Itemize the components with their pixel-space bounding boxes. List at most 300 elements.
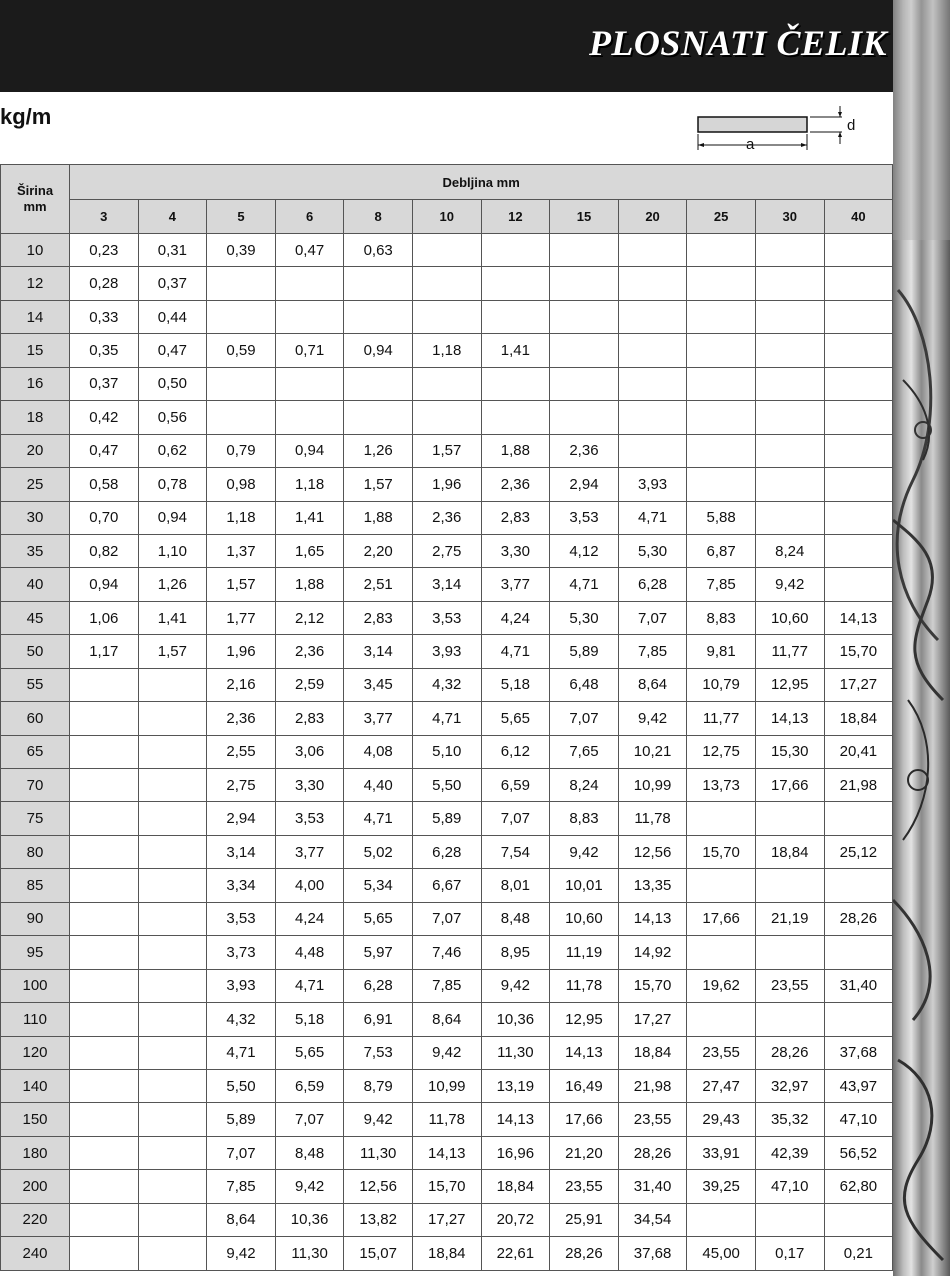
weight-cell: 1,06 bbox=[70, 601, 139, 634]
weight-cell: 1,41 bbox=[138, 601, 207, 634]
weight-cell bbox=[70, 1069, 139, 1102]
weight-cell: 17,66 bbox=[755, 769, 824, 802]
table-row bbox=[1, 367, 893, 400]
weight-cell: 13,82 bbox=[344, 1203, 413, 1236]
weight-cell: 3,93 bbox=[618, 468, 687, 501]
weight-cell bbox=[70, 969, 139, 1002]
weight-cell: 4,00 bbox=[275, 869, 344, 902]
thickness-group-header: Debljina mm bbox=[70, 165, 893, 200]
row-width-cell: 140 bbox=[1, 1069, 70, 1102]
weight-cell: 14,13 bbox=[618, 902, 687, 935]
weight-cell bbox=[550, 267, 619, 300]
row-width-cell: 240 bbox=[1, 1237, 70, 1270]
table-row bbox=[1, 902, 893, 935]
weight-cell bbox=[138, 1003, 207, 1036]
weight-cell: 62,80 bbox=[824, 1170, 893, 1203]
thickness-label: d bbox=[847, 117, 856, 134]
weight-cell: 3,14 bbox=[207, 835, 276, 868]
weight-cell bbox=[618, 401, 687, 434]
unit-label: kg/m bbox=[0, 104, 52, 129]
weight-cell bbox=[344, 367, 413, 400]
row-width-cell: 15 bbox=[1, 334, 70, 367]
weight-cell: 8,48 bbox=[481, 902, 550, 935]
weight-cell: 8,24 bbox=[755, 534, 824, 567]
weight-cell: 6,67 bbox=[412, 869, 481, 902]
weight-cell: 14,92 bbox=[618, 936, 687, 969]
weight-cell: 0,37 bbox=[138, 267, 207, 300]
weight-cell: 5,02 bbox=[344, 835, 413, 868]
weight-cell: 6,48 bbox=[550, 668, 619, 701]
table-row bbox=[1, 769, 893, 802]
weight-cell: 4,71 bbox=[618, 501, 687, 534]
weight-cell: 1,96 bbox=[412, 468, 481, 501]
weight-cell bbox=[687, 434, 756, 467]
weight-cell: 10,21 bbox=[618, 735, 687, 768]
weight-cell: 5,50 bbox=[412, 769, 481, 802]
weight-cell: 3,93 bbox=[207, 969, 276, 1002]
weight-cell: 9,42 bbox=[550, 835, 619, 868]
weight-cell: 17,27 bbox=[618, 1003, 687, 1036]
weight-cell bbox=[138, 1103, 207, 1136]
weight-cell bbox=[344, 300, 413, 333]
weight-cell: 8,24 bbox=[550, 769, 619, 802]
weight-cell bbox=[70, 1136, 139, 1169]
weight-cell bbox=[824, 1203, 893, 1236]
weight-cell: 8,01 bbox=[481, 869, 550, 902]
weight-cell: 7,54 bbox=[481, 835, 550, 868]
row-width-cell: 85 bbox=[1, 869, 70, 902]
weight-cell: 4,24 bbox=[275, 902, 344, 935]
row-width-cell: 40 bbox=[1, 568, 70, 601]
row-width-cell: 200 bbox=[1, 1170, 70, 1203]
weight-cell: 4,24 bbox=[481, 601, 550, 634]
weight-cell: 17,66 bbox=[550, 1103, 619, 1136]
weight-cell bbox=[687, 367, 756, 400]
weight-cell: 9,42 bbox=[275, 1170, 344, 1203]
weight-cell: 3,77 bbox=[275, 835, 344, 868]
weight-cell: 4,08 bbox=[344, 735, 413, 768]
table-row bbox=[1, 635, 893, 668]
weight-cell: 1,26 bbox=[344, 434, 413, 467]
weight-cell: 8,48 bbox=[275, 1136, 344, 1169]
weight-cell: 9,42 bbox=[481, 969, 550, 1002]
weight-cell: 5,18 bbox=[481, 668, 550, 701]
weight-cell: 1,10 bbox=[138, 534, 207, 567]
weight-cell: 5,65 bbox=[275, 1036, 344, 1069]
weight-cell: 1,65 bbox=[275, 534, 344, 567]
weight-cell: 10,99 bbox=[618, 769, 687, 802]
table-row bbox=[1, 735, 893, 768]
weight-cell: 9,81 bbox=[687, 635, 756, 668]
weight-cell: 1,17 bbox=[70, 635, 139, 668]
weight-cell: 2,83 bbox=[481, 501, 550, 534]
weight-cell: 18,84 bbox=[412, 1237, 481, 1270]
weight-cell: 18,84 bbox=[481, 1170, 550, 1203]
row-width-cell: 16 bbox=[1, 367, 70, 400]
weight-cell bbox=[550, 300, 619, 333]
weight-cell bbox=[755, 401, 824, 434]
weight-cell bbox=[824, 267, 893, 300]
weight-cell: 12,56 bbox=[618, 835, 687, 868]
weight-cell: 0,33 bbox=[70, 300, 139, 333]
weight-cell bbox=[755, 501, 824, 534]
weight-cell: 0,59 bbox=[207, 334, 276, 367]
header-bar bbox=[0, 0, 893, 92]
weight-cell bbox=[755, 802, 824, 835]
weight-cell: 3,14 bbox=[412, 568, 481, 601]
weight-cell: 56,52 bbox=[824, 1136, 893, 1169]
weight-cell: 47,10 bbox=[755, 1170, 824, 1203]
weight-cell: 23,55 bbox=[687, 1036, 756, 1069]
weight-cell bbox=[70, 1170, 139, 1203]
table-row bbox=[1, 434, 893, 467]
weight-cell bbox=[755, 1203, 824, 1236]
weight-cell: 4,12 bbox=[550, 534, 619, 567]
weight-cell bbox=[824, 367, 893, 400]
weight-cell: 8,79 bbox=[344, 1069, 413, 1102]
weight-cell bbox=[138, 969, 207, 1002]
weight-cell: 31,40 bbox=[618, 1170, 687, 1203]
weight-cell bbox=[70, 869, 139, 902]
weight-cell bbox=[481, 300, 550, 333]
weight-cell bbox=[138, 1237, 207, 1270]
weight-cell: 25,91 bbox=[550, 1203, 619, 1236]
table-row bbox=[1, 835, 893, 868]
weight-cell: 11,78 bbox=[550, 969, 619, 1002]
weight-cell bbox=[618, 434, 687, 467]
weight-cell: 2,51 bbox=[344, 568, 413, 601]
weight-cell bbox=[138, 1069, 207, 1102]
row-width-cell: 50 bbox=[1, 635, 70, 668]
weight-cell bbox=[275, 401, 344, 434]
weight-cell bbox=[824, 568, 893, 601]
weight-cell: 25,12 bbox=[824, 835, 893, 868]
weight-cell: 8,64 bbox=[207, 1203, 276, 1236]
weight-cell: 4,71 bbox=[481, 635, 550, 668]
weight-cell: 18,84 bbox=[618, 1036, 687, 1069]
weight-cell bbox=[687, 267, 756, 300]
weight-cell bbox=[824, 802, 893, 835]
weight-cell bbox=[755, 234, 824, 267]
weight-cell: 5,97 bbox=[344, 936, 413, 969]
weight-cell: 7,85 bbox=[412, 969, 481, 1002]
weight-cell: 7,07 bbox=[618, 601, 687, 634]
width-header-line2: mm bbox=[23, 199, 47, 214]
weight-cell: 14,13 bbox=[550, 1036, 619, 1069]
weight-cell bbox=[755, 300, 824, 333]
weight-cell: 28,26 bbox=[755, 1036, 824, 1069]
weight-cell: 35,32 bbox=[755, 1103, 824, 1136]
weight-cell bbox=[275, 300, 344, 333]
weight-cell: 5,89 bbox=[207, 1103, 276, 1136]
weight-cell: 31,40 bbox=[824, 969, 893, 1002]
weight-cell: 4,71 bbox=[207, 1036, 276, 1069]
weight-cell: 22,61 bbox=[481, 1237, 550, 1270]
weight-cell: 6,59 bbox=[275, 1069, 344, 1102]
table-row bbox=[1, 936, 893, 969]
weight-cell bbox=[70, 1237, 139, 1270]
weight-cell bbox=[550, 401, 619, 434]
weight-cell: 8,95 bbox=[481, 936, 550, 969]
weight-cell bbox=[687, 1203, 756, 1236]
weight-cell bbox=[755, 267, 824, 300]
weight-cell bbox=[70, 936, 139, 969]
thickness-column-header: 6 bbox=[275, 200, 344, 234]
weight-cell: 32,97 bbox=[755, 1069, 824, 1102]
weight-cell: 1,18 bbox=[412, 334, 481, 367]
weight-cell: 21,98 bbox=[618, 1069, 687, 1102]
weight-cell: 6,91 bbox=[344, 1003, 413, 1036]
weight-cell: 3,06 bbox=[275, 735, 344, 768]
width-header-line1: Širina bbox=[16, 183, 54, 198]
weight-cell bbox=[138, 902, 207, 935]
weight-cell bbox=[412, 234, 481, 267]
weight-cell bbox=[687, 869, 756, 902]
weight-cell: 5,30 bbox=[618, 534, 687, 567]
weight-cell bbox=[824, 334, 893, 367]
weight-cell: 37,68 bbox=[824, 1036, 893, 1069]
weight-cell: 19,62 bbox=[687, 969, 756, 1002]
table-row bbox=[1, 1170, 893, 1203]
thickness-column-header: 5 bbox=[207, 200, 276, 234]
weight-cell: 0,50 bbox=[138, 367, 207, 400]
weight-cell: 0,42 bbox=[70, 401, 139, 434]
weight-cell bbox=[344, 401, 413, 434]
table-row bbox=[1, 1036, 893, 1069]
weight-cell: 3,53 bbox=[412, 601, 481, 634]
weight-cell bbox=[618, 267, 687, 300]
weight-cell: 7,85 bbox=[207, 1170, 276, 1203]
weight-cell: 0,28 bbox=[70, 267, 139, 300]
weight-cell bbox=[687, 802, 756, 835]
weight-cell: 7,46 bbox=[412, 936, 481, 969]
thickness-column-header: 3 bbox=[70, 200, 139, 234]
weight-cell bbox=[207, 267, 276, 300]
weight-cell bbox=[70, 835, 139, 868]
weight-cell: 0,78 bbox=[138, 468, 207, 501]
weight-cell: 1,88 bbox=[481, 434, 550, 467]
weight-cell: 29,43 bbox=[687, 1103, 756, 1136]
weight-cell bbox=[138, 1170, 207, 1203]
decorative-ornament-strip bbox=[893, 0, 950, 1276]
weight-cell: 10,99 bbox=[412, 1069, 481, 1102]
weight-cell: 0,63 bbox=[344, 234, 413, 267]
weight-cell bbox=[70, 802, 139, 835]
weight-cell: 4,32 bbox=[412, 668, 481, 701]
row-width-cell: 90 bbox=[1, 902, 70, 935]
table-row bbox=[1, 668, 893, 701]
weight-cell: 13,19 bbox=[481, 1069, 550, 1102]
weight-cell: 10,36 bbox=[275, 1203, 344, 1236]
weight-cell: 5,89 bbox=[412, 802, 481, 835]
ornament-graphic bbox=[893, 0, 950, 1276]
weight-cell: 1,57 bbox=[344, 468, 413, 501]
weight-cell: 8,83 bbox=[550, 802, 619, 835]
weight-cell: 0,37 bbox=[70, 367, 139, 400]
weight-cell: 2,36 bbox=[550, 434, 619, 467]
weight-cell bbox=[550, 234, 619, 267]
weight-cell: 47,10 bbox=[824, 1103, 893, 1136]
weight-cell: 43,97 bbox=[824, 1069, 893, 1102]
table-row bbox=[1, 534, 893, 567]
weight-cell bbox=[70, 1003, 139, 1036]
weight-cell bbox=[550, 334, 619, 367]
weight-cell: 5,30 bbox=[550, 601, 619, 634]
table-row bbox=[1, 501, 893, 534]
weight-cell: 15,70 bbox=[412, 1170, 481, 1203]
table-row bbox=[1, 1203, 893, 1236]
weight-cell: 0,17 bbox=[755, 1237, 824, 1270]
weight-cell: 1,96 bbox=[207, 635, 276, 668]
weight-cell: 1,57 bbox=[412, 434, 481, 467]
row-width-cell: 95 bbox=[1, 936, 70, 969]
weight-cell: 5,65 bbox=[481, 702, 550, 735]
weight-cell: 9,42 bbox=[344, 1103, 413, 1136]
weight-cell bbox=[824, 501, 893, 534]
weight-cell: 7,07 bbox=[275, 1103, 344, 1136]
weight-cell: 7,65 bbox=[550, 735, 619, 768]
row-width-cell: 60 bbox=[1, 702, 70, 735]
weight-cell: 14,13 bbox=[824, 601, 893, 634]
weight-cell bbox=[275, 267, 344, 300]
weight-cell bbox=[138, 1203, 207, 1236]
thickness-column-header: 4 bbox=[138, 200, 207, 234]
weight-cell: 1,18 bbox=[207, 501, 276, 534]
weight-cell: 1,57 bbox=[138, 635, 207, 668]
width-column-header bbox=[1, 165, 70, 234]
weight-cell bbox=[70, 1036, 139, 1069]
weight-cell bbox=[138, 869, 207, 902]
weight-cell bbox=[687, 401, 756, 434]
weight-cell: 42,39 bbox=[755, 1136, 824, 1169]
thickness-column-header: 10 bbox=[412, 200, 481, 234]
weight-cell: 1,77 bbox=[207, 601, 276, 634]
weight-cell bbox=[412, 401, 481, 434]
weight-cell: 4,71 bbox=[275, 969, 344, 1002]
weight-cell bbox=[824, 468, 893, 501]
weight-cell bbox=[755, 367, 824, 400]
row-width-cell: 25 bbox=[1, 468, 70, 501]
weight-cell: 3,53 bbox=[207, 902, 276, 935]
table-row bbox=[1, 300, 893, 333]
weight-cell: 1,88 bbox=[344, 501, 413, 534]
weight-cell: 3,77 bbox=[344, 702, 413, 735]
weight-cell bbox=[207, 300, 276, 333]
weight-cell: 2,75 bbox=[207, 769, 276, 802]
weight-cell: 6,28 bbox=[344, 969, 413, 1002]
weight-cell bbox=[70, 1103, 139, 1136]
weight-cell: 1,41 bbox=[275, 501, 344, 534]
weight-cell: 0,39 bbox=[207, 234, 276, 267]
table-row bbox=[1, 1003, 893, 1036]
row-width-cell: 220 bbox=[1, 1203, 70, 1236]
thickness-column-header: 12 bbox=[481, 200, 550, 234]
weight-cell: 0,31 bbox=[138, 234, 207, 267]
weight-cell: 0,98 bbox=[207, 468, 276, 501]
weight-cell: 9,42 bbox=[207, 1237, 276, 1270]
weight-cell bbox=[70, 1203, 139, 1236]
weight-cell bbox=[412, 267, 481, 300]
weight-cell: 0,82 bbox=[70, 534, 139, 567]
weight-cell: 2,75 bbox=[412, 534, 481, 567]
row-width-cell: 20 bbox=[1, 434, 70, 467]
table-row bbox=[1, 969, 893, 1002]
weight-cell: 9,42 bbox=[618, 702, 687, 735]
weight-cell bbox=[824, 534, 893, 567]
weight-cell: 28,26 bbox=[618, 1136, 687, 1169]
weight-cell bbox=[481, 234, 550, 267]
weight-cell: 4,40 bbox=[344, 769, 413, 802]
weight-cell: 7,07 bbox=[207, 1136, 276, 1169]
weight-cell: 34,54 bbox=[618, 1203, 687, 1236]
weight-cell: 9,42 bbox=[755, 568, 824, 601]
weight-cell bbox=[550, 367, 619, 400]
weight-cell: 16,49 bbox=[550, 1069, 619, 1102]
row-width-cell: 75 bbox=[1, 802, 70, 835]
weight-cell: 0,56 bbox=[138, 401, 207, 434]
weight-cell bbox=[481, 267, 550, 300]
weight-cell: 5,88 bbox=[687, 501, 756, 534]
weight-cell: 17,27 bbox=[824, 668, 893, 701]
weight-cell: 6,28 bbox=[618, 568, 687, 601]
weight-cell: 2,83 bbox=[275, 702, 344, 735]
table-row bbox=[1, 401, 893, 434]
table-row bbox=[1, 601, 893, 634]
table-row bbox=[1, 1069, 893, 1102]
weight-cell: 7,53 bbox=[344, 1036, 413, 1069]
weight-cell bbox=[824, 300, 893, 333]
weight-cell: 7,85 bbox=[687, 568, 756, 601]
weight-cell bbox=[412, 300, 481, 333]
weight-cell: 3,73 bbox=[207, 936, 276, 969]
weight-cell: 21,98 bbox=[824, 769, 893, 802]
weight-cell bbox=[481, 401, 550, 434]
weight-cell bbox=[755, 434, 824, 467]
weight-cell: 20,41 bbox=[824, 735, 893, 768]
weight-cell: 5,34 bbox=[344, 869, 413, 902]
weight-cell: 11,78 bbox=[618, 802, 687, 835]
thickness-column-header: 25 bbox=[687, 200, 756, 234]
table-row bbox=[1, 702, 893, 735]
weight-cell: 0,44 bbox=[138, 300, 207, 333]
row-width-cell: 35 bbox=[1, 534, 70, 567]
weight-cell: 28,26 bbox=[550, 1237, 619, 1270]
weight-cell: 39,25 bbox=[687, 1170, 756, 1203]
weight-cell: 13,73 bbox=[687, 769, 756, 802]
weight-cell: 23,55 bbox=[755, 969, 824, 1002]
thickness-column-header: 8 bbox=[344, 200, 413, 234]
weight-cell: 3,45 bbox=[344, 668, 413, 701]
weight-cell: 15,70 bbox=[824, 635, 893, 668]
weight-cell: 8,64 bbox=[618, 668, 687, 701]
page-title: PLOSNATI ČELIK bbox=[588, 23, 887, 63]
weight-cell: 5,18 bbox=[275, 1003, 344, 1036]
weight-cell: 23,55 bbox=[550, 1170, 619, 1203]
row-width-cell: 150 bbox=[1, 1103, 70, 1136]
table-row bbox=[1, 334, 893, 367]
weight-cell bbox=[687, 334, 756, 367]
weight-cell: 0,94 bbox=[138, 501, 207, 534]
thickness-column-header: 30 bbox=[755, 200, 824, 234]
weight-cell: 0,94 bbox=[344, 334, 413, 367]
weight-cell bbox=[344, 267, 413, 300]
weight-cell: 12,95 bbox=[755, 668, 824, 701]
weight-cell: 5,89 bbox=[550, 635, 619, 668]
table-row bbox=[1, 1103, 893, 1136]
row-width-cell: 10 bbox=[1, 234, 70, 267]
weight-cell: 6,87 bbox=[687, 534, 756, 567]
weight-cell: 33,91 bbox=[687, 1136, 756, 1169]
